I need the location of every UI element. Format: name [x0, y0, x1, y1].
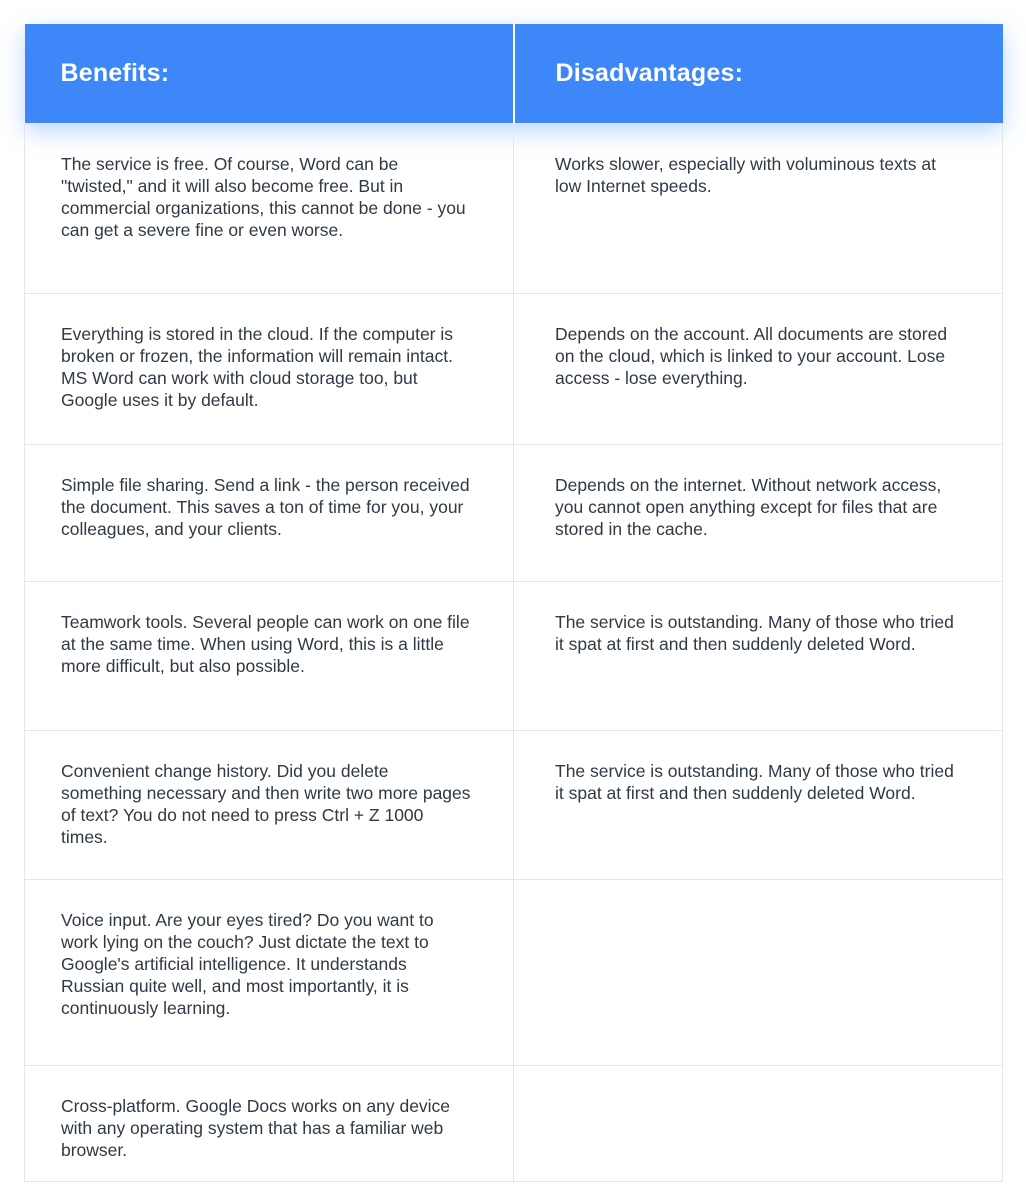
- table-row: [25, 581, 1003, 730]
- table-row: [25, 1065, 1003, 1181]
- disadvantage-cell: Depends on the internet. Without network access, you cannot open anything except for files that are stored in the cache.: [514, 444, 1003, 581]
- table-row: [25, 730, 1003, 879]
- benefits-header: Benefits:: [25, 24, 514, 123]
- table-row: [25, 293, 1003, 444]
- disadvantage-cell-empty: [514, 1065, 1003, 1181]
- benefit-cell: Teamwork tools. Several people can work on one file at the same time. When using Word, this is a little more difficult, but also possible.: [25, 581, 514, 730]
- table-row: [25, 444, 1003, 581]
- benefit-cell: Simple file sharing. Send a link - the person received the document. This saves a ton of time for you, your colleagues, and your clients.: [25, 444, 514, 581]
- table-header-row: [25, 24, 1003, 123]
- disadvantage-cell-empty: [514, 879, 1003, 1065]
- benefits-disadvantages-table: [24, 24, 1003, 1182]
- table-row: [25, 879, 1003, 1065]
- benefit-cell: Voice input. Are your eyes tired? Do you want to work lying on the couch? Just dictate the text to Google's artificial intelligence. It understands Russian quite well, and most importantly, it is continuously learning.: [25, 879, 514, 1065]
- table-row: [25, 123, 1003, 293]
- disadvantages-header: Disadvantages:: [514, 24, 1003, 123]
- disadvantage-cell: The service is outstanding. Many of those who tried it spat at first and then suddenly deleted Word.: [514, 581, 1003, 730]
- disadvantage-cell: Depends on the account. All documents are stored on the cloud, which is linked to your account. Lose access - lose everything.: [514, 293, 1003, 444]
- benefit-cell: Cross-platform. Google Docs works on any device with any operating system that has a familiar web browser.: [25, 1065, 514, 1181]
- disadvantage-cell: The service is outstanding. Many of those who tried it spat at first and then suddenly deleted Word.: [514, 730, 1003, 879]
- benefit-cell: Convenient change history. Did you delete something necessary and then write two more pages of text? You do not need to press Ctrl + Z 1000 times.: [25, 730, 514, 879]
- benefit-cell: The service is free. Of course, Word can be "twisted," and it will also become free. But in commercial organizations, this cannot be done - you can get a severe fine or even worse.: [25, 123, 514, 293]
- disadvantage-cell: Works slower, especially with voluminous texts at low Internet speeds.: [514, 123, 1003, 293]
- benefit-cell: Everything is stored in the cloud. If the computer is broken or frozen, the information will remain intact. MS Word can work with cloud storage too, but Google uses it by default.: [25, 293, 514, 444]
- comparison-table-container: [24, 24, 1002, 1182]
